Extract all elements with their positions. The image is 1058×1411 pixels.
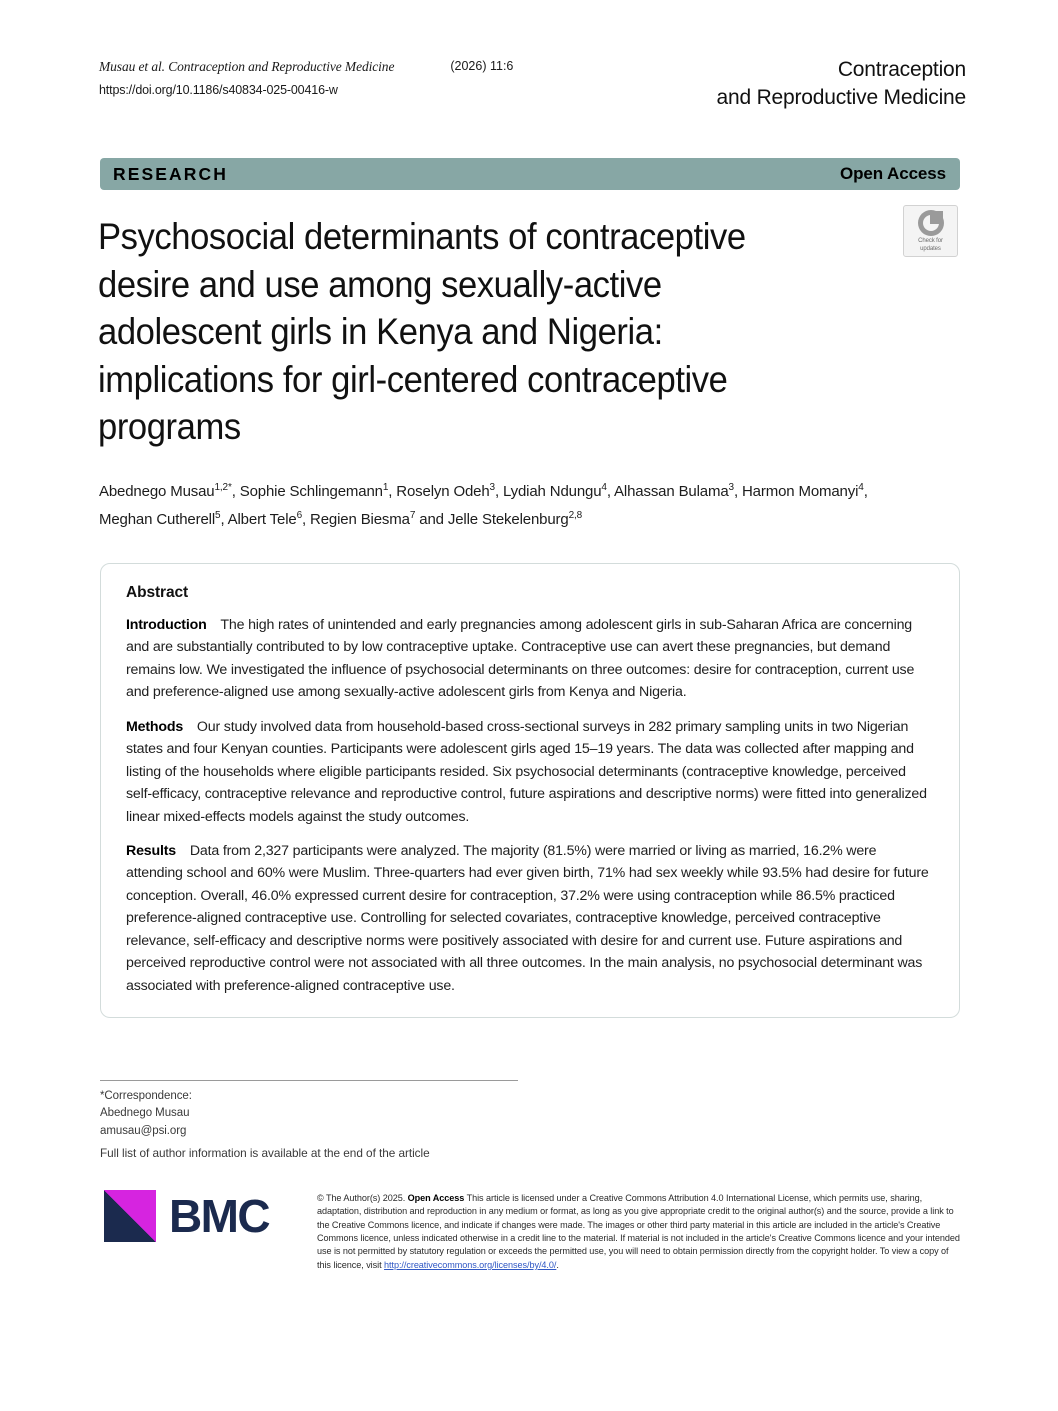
correspondence-divider: [100, 1080, 518, 1081]
author-list: Abednego Musau$^{1,2*}$, Sophie Schlingemann$^1$, Roselyn Odeh$^3$, Lydiah Ndungu$^4$, Alhassan Bulama$^3$, Harmon Momanyi$^4$, Meghan Cutherell$^5$, Albert Tele$^6$, Regien Biesma$^7$ and Jelle Stekelenburg$^{2,8}$: [99, 482, 868, 528]
bmc-mark-icon: [104, 1190, 156, 1242]
abstract-section-body: Data from 2,327 participants were analyzed. The majority (81.5%) were married or living as married, 16.2% were attending school and 60% were Muslim. Three-quarters had ever given birth, 71% had sex weekly while 93.5% had desire for future conception. Overall, 46.0% expressed current desire for contraception, 37.2% were using contraception while 86.5% practiced preference-aligned contraceptive use. Controlling for selected covariates, contraceptive knowledge, perceived contraceptive relevance, self-efficacy and descriptive norms were positively associated with desire for and current use. Future aspirations and perceived reproductive control were not associated with all three outcomes. In the main analysis, no psychosocial determinant was associated with preference-aligned contraceptive use.: [126, 842, 929, 994]
abstract-sections: [126, 614, 933, 997]
check-for-updates-text: [918, 238, 943, 253]
correspondence-label: *Correspondence:: [100, 1090, 192, 1102]
article-type-banner: [100, 158, 960, 190]
author-info-note: Full list of author information is available at the end of the article: [100, 1146, 430, 1160]
license-copyright: © The Author(s) 2025.: [317, 1193, 408, 1203]
abstract-section-results: [126, 840, 933, 997]
abstract-section-label: Results: [126, 842, 176, 859]
abstract-section-introduction: [126, 614, 933, 704]
abstract-section-body: The high rates of unintended and early pregnancies among adolescent girls in sub-Saharan Africa are concerning and are substantially contributed to by low contraceptive uptake. Contraceptive use can avert these pregnancies, but demand remains low. We investigated the influence of psychosocial determinants on three outcomes: desire for contraception, current use and preference-aligned use among sexually-active adolescent girls from Kenya and Nigeria.: [126, 617, 915, 701]
badge-line-2: updates: [920, 245, 941, 252]
abstract-heading: Abstract: [126, 584, 189, 601]
citation-line: [99, 56, 513, 78]
journal-title-block: [717, 56, 966, 111]
badge-line-1: Check for: [918, 238, 943, 244]
doi-link[interactable]: https://doi.org/10.1186/s40834-025-00416-w: [99, 82, 338, 97]
open-access-label: Open Access: [840, 164, 946, 183]
abstract-section-label: Methods: [126, 718, 184, 735]
license-open-access-label: Open Access: [407, 1193, 465, 1203]
abstract-panel: [100, 563, 960, 1018]
page-header: [99, 56, 966, 111]
citation-volume-issue: (2026) 11:6: [450, 59, 514, 73]
abstract-section-methods: [126, 716, 933, 828]
page-title: Psychosocial determinants of contraceptive desire and use among sexually-active adolescent girls in Kenya and Nigeria: implications for girl-centered contraceptive programs: [98, 216, 746, 448]
abstract-section-body: Our study involved data from household-based cross-sectional surveys in 282 primary sampling units in two Nigerian states and four Kenyan counties. Participants were adolescent girls aged 15–19 years. The data was collected after mapping and listing of the households where eligible participants resided. Six psychosocial determinants (contraceptive knowledge, perceived self-efficacy, contraceptive relevance and reproductive control, future aspirations and descriptive norms) were fitted into generalized linear mixed-effects models against the study outcomes.: [126, 718, 927, 825]
bmc-logo: [104, 1190, 269, 1242]
license-text: [317, 1192, 962, 1272]
correspondence-name: Abednego Musau: [100, 1107, 190, 1120]
abstract-section-label: Introduction: [126, 617, 207, 633]
article-type-label: RESEARCH: [113, 163, 229, 184]
header-citation-block: [99, 56, 513, 100]
license-period: .: [556, 1259, 559, 1270]
check-for-updates-badge[interactable]: [903, 205, 958, 257]
license-body: This article is licensed under a Creative Commons Attribution 4.0 International License, which permits use, sharing, adaptation, distribution and reproduction in any medium or format, as long as you give appropriate credit to the original author(s) and the source, provide a link to the Creative Commons licence, and indicate if changes were made. The images or other third party material in this article are included in the article's Creative Commons licence, unless indicated otherwise in a credit line to the material. If material is not included in the article's Creative Commons licence and your intended use is not permitted by statutory regulation or exceeds the permitted use, you will need to obtain permission directly from the copyright holder. To view a copy of this licence, visit: [317, 1193, 960, 1270]
crossmark-icon: [918, 210, 944, 236]
journal-title-line-1: Contraception: [837, 58, 966, 81]
correspondence-block: [100, 1088, 530, 1140]
correspondence-email[interactable]: amusau@psi.org: [100, 1124, 187, 1137]
citation-journal-text: Musau et al. Contraception and Reproductive Medicine: [99, 59, 395, 74]
bmc-wordmark: BMC: [169, 1190, 269, 1242]
journal-title-line-2: and Reproductive Medicine: [716, 85, 966, 109]
license-url-link[interactable]: http://creativecommons.org/licenses/by/4.0/: [384, 1259, 557, 1270]
